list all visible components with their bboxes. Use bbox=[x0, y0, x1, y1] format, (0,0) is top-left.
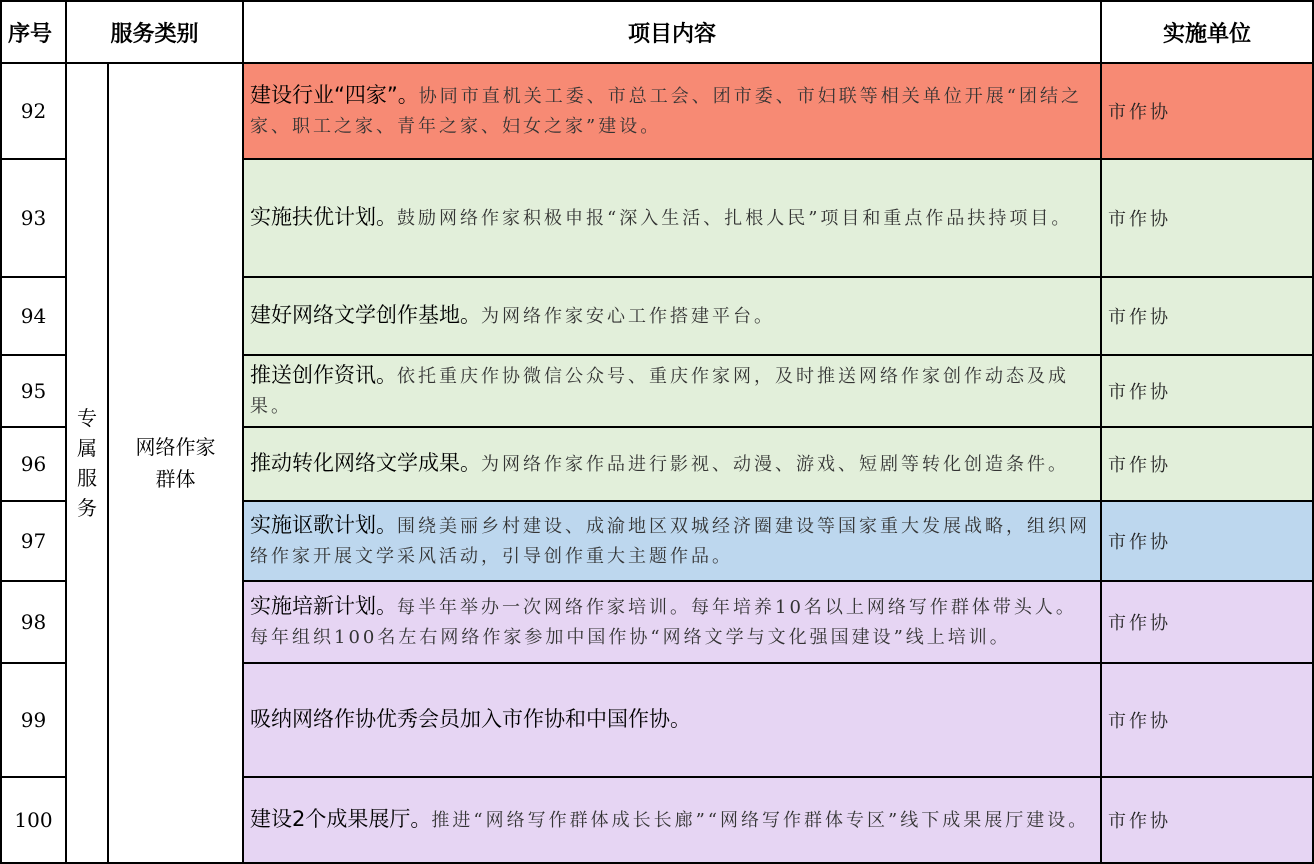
row-unit: 市作协 bbox=[1101, 63, 1313, 159]
header-category: 服务类别 bbox=[66, 1, 243, 63]
row-content bbox=[243, 427, 1101, 501]
row-text: 围绕美丽乡村建设、成渝地区双城经济圈建设等国家重大发展战略，组织网络作家开展文学采风活动，引导创作重大主题作品。 bbox=[250, 516, 1091, 567]
row-content bbox=[243, 277, 1101, 355]
row-content bbox=[243, 63, 1101, 159]
row-seq: 100 bbox=[1, 777, 66, 863]
row-unit: 市作协 bbox=[1101, 355, 1313, 427]
row-seq: 98 bbox=[1, 581, 66, 663]
category-main-char: 服 bbox=[77, 466, 97, 490]
row-unit: 市作协 bbox=[1101, 501, 1313, 581]
row-content bbox=[243, 355, 1101, 427]
row-seq: 96 bbox=[1, 427, 66, 501]
row-lead: 吸纳网络作协优秀会员加入市作协和中国作协。 bbox=[250, 707, 692, 731]
row-seq: 95 bbox=[1, 355, 66, 427]
category-sub-line: 群体 bbox=[155, 467, 196, 491]
row-seq: 99 bbox=[1, 663, 66, 777]
category-main-char: 属 bbox=[77, 436, 97, 460]
header-seq: 序号 bbox=[1, 1, 66, 63]
row-content bbox=[243, 159, 1101, 277]
row-content bbox=[243, 581, 1101, 663]
row-unit: 市作协 bbox=[1101, 427, 1313, 501]
row-text: 为网络作家安心工作搭建平台。 bbox=[481, 306, 776, 327]
row-text: 推进“网络写作群体成长长廊”“网络写作群体专区”线下成果展厅建设。 bbox=[431, 810, 1090, 831]
row-text: 依托重庆作协微信公众号、重庆作家网，及时推送网络作家创作动态及成果。 bbox=[250, 366, 1070, 417]
row-content bbox=[243, 663, 1101, 777]
row-seq: 97 bbox=[1, 501, 66, 581]
category-sub-line: 网络作家 bbox=[135, 435, 216, 459]
row-unit: 市作协 bbox=[1101, 581, 1313, 663]
row-lead: 实施扶优计划。 bbox=[250, 205, 398, 229]
header-content: 项目内容 bbox=[243, 1, 1101, 63]
row-text: 协同市直机关工委、市总工会、团市委、市妇联等相关单位开展“团结之家、职工之家、青年之家、妇女之家”建设。 bbox=[250, 86, 1082, 137]
row-lead: 实施讴歌计划。 bbox=[250, 513, 398, 537]
row-seq: 94 bbox=[1, 277, 66, 355]
row-unit: 市作协 bbox=[1101, 159, 1313, 277]
table-row bbox=[1, 63, 1313, 159]
row-unit: 市作协 bbox=[1101, 277, 1313, 355]
row-lead: 建设行业“四家”。 bbox=[250, 83, 419, 107]
row-lead: 实施培新计划。 bbox=[250, 594, 398, 618]
row-unit: 市作协 bbox=[1101, 663, 1313, 777]
category-main-char: 专 bbox=[77, 406, 97, 430]
row-text: 鼓励网络作家积极申报“深入生活、扎根人民”项目和重点作品扶持项目。 bbox=[397, 208, 1073, 229]
category-main-cell bbox=[66, 63, 108, 863]
row-lead: 推送创作资讯。 bbox=[250, 363, 398, 387]
category-sub-cell bbox=[108, 63, 243, 863]
row-unit: 市作协 bbox=[1101, 777, 1313, 863]
row-lead: 建设2个成果展厅。 bbox=[250, 807, 432, 831]
category-main-char: 务 bbox=[77, 496, 97, 520]
row-content bbox=[243, 777, 1101, 863]
row-text: 每半年举办一次网络作家培训。每年培养10名以上网络写作群体带头人。每年组织100名左右网络作家参加中国作协“网络文学与文化强国建设”线上培训。 bbox=[250, 597, 1077, 648]
row-seq: 92 bbox=[1, 63, 66, 159]
header-unit: 实施单位 bbox=[1101, 1, 1313, 63]
row-lead: 推动转化网络文学成果。 bbox=[250, 451, 482, 475]
row-text: 为网络作家作品进行影视、动漫、游戏、短剧等转化创造条件。 bbox=[481, 454, 1070, 475]
row-content bbox=[243, 501, 1101, 581]
row-seq: 93 bbox=[1, 159, 66, 277]
header-row bbox=[1, 1, 1313, 63]
row-lead: 建好网络文学创作基地。 bbox=[250, 303, 482, 327]
